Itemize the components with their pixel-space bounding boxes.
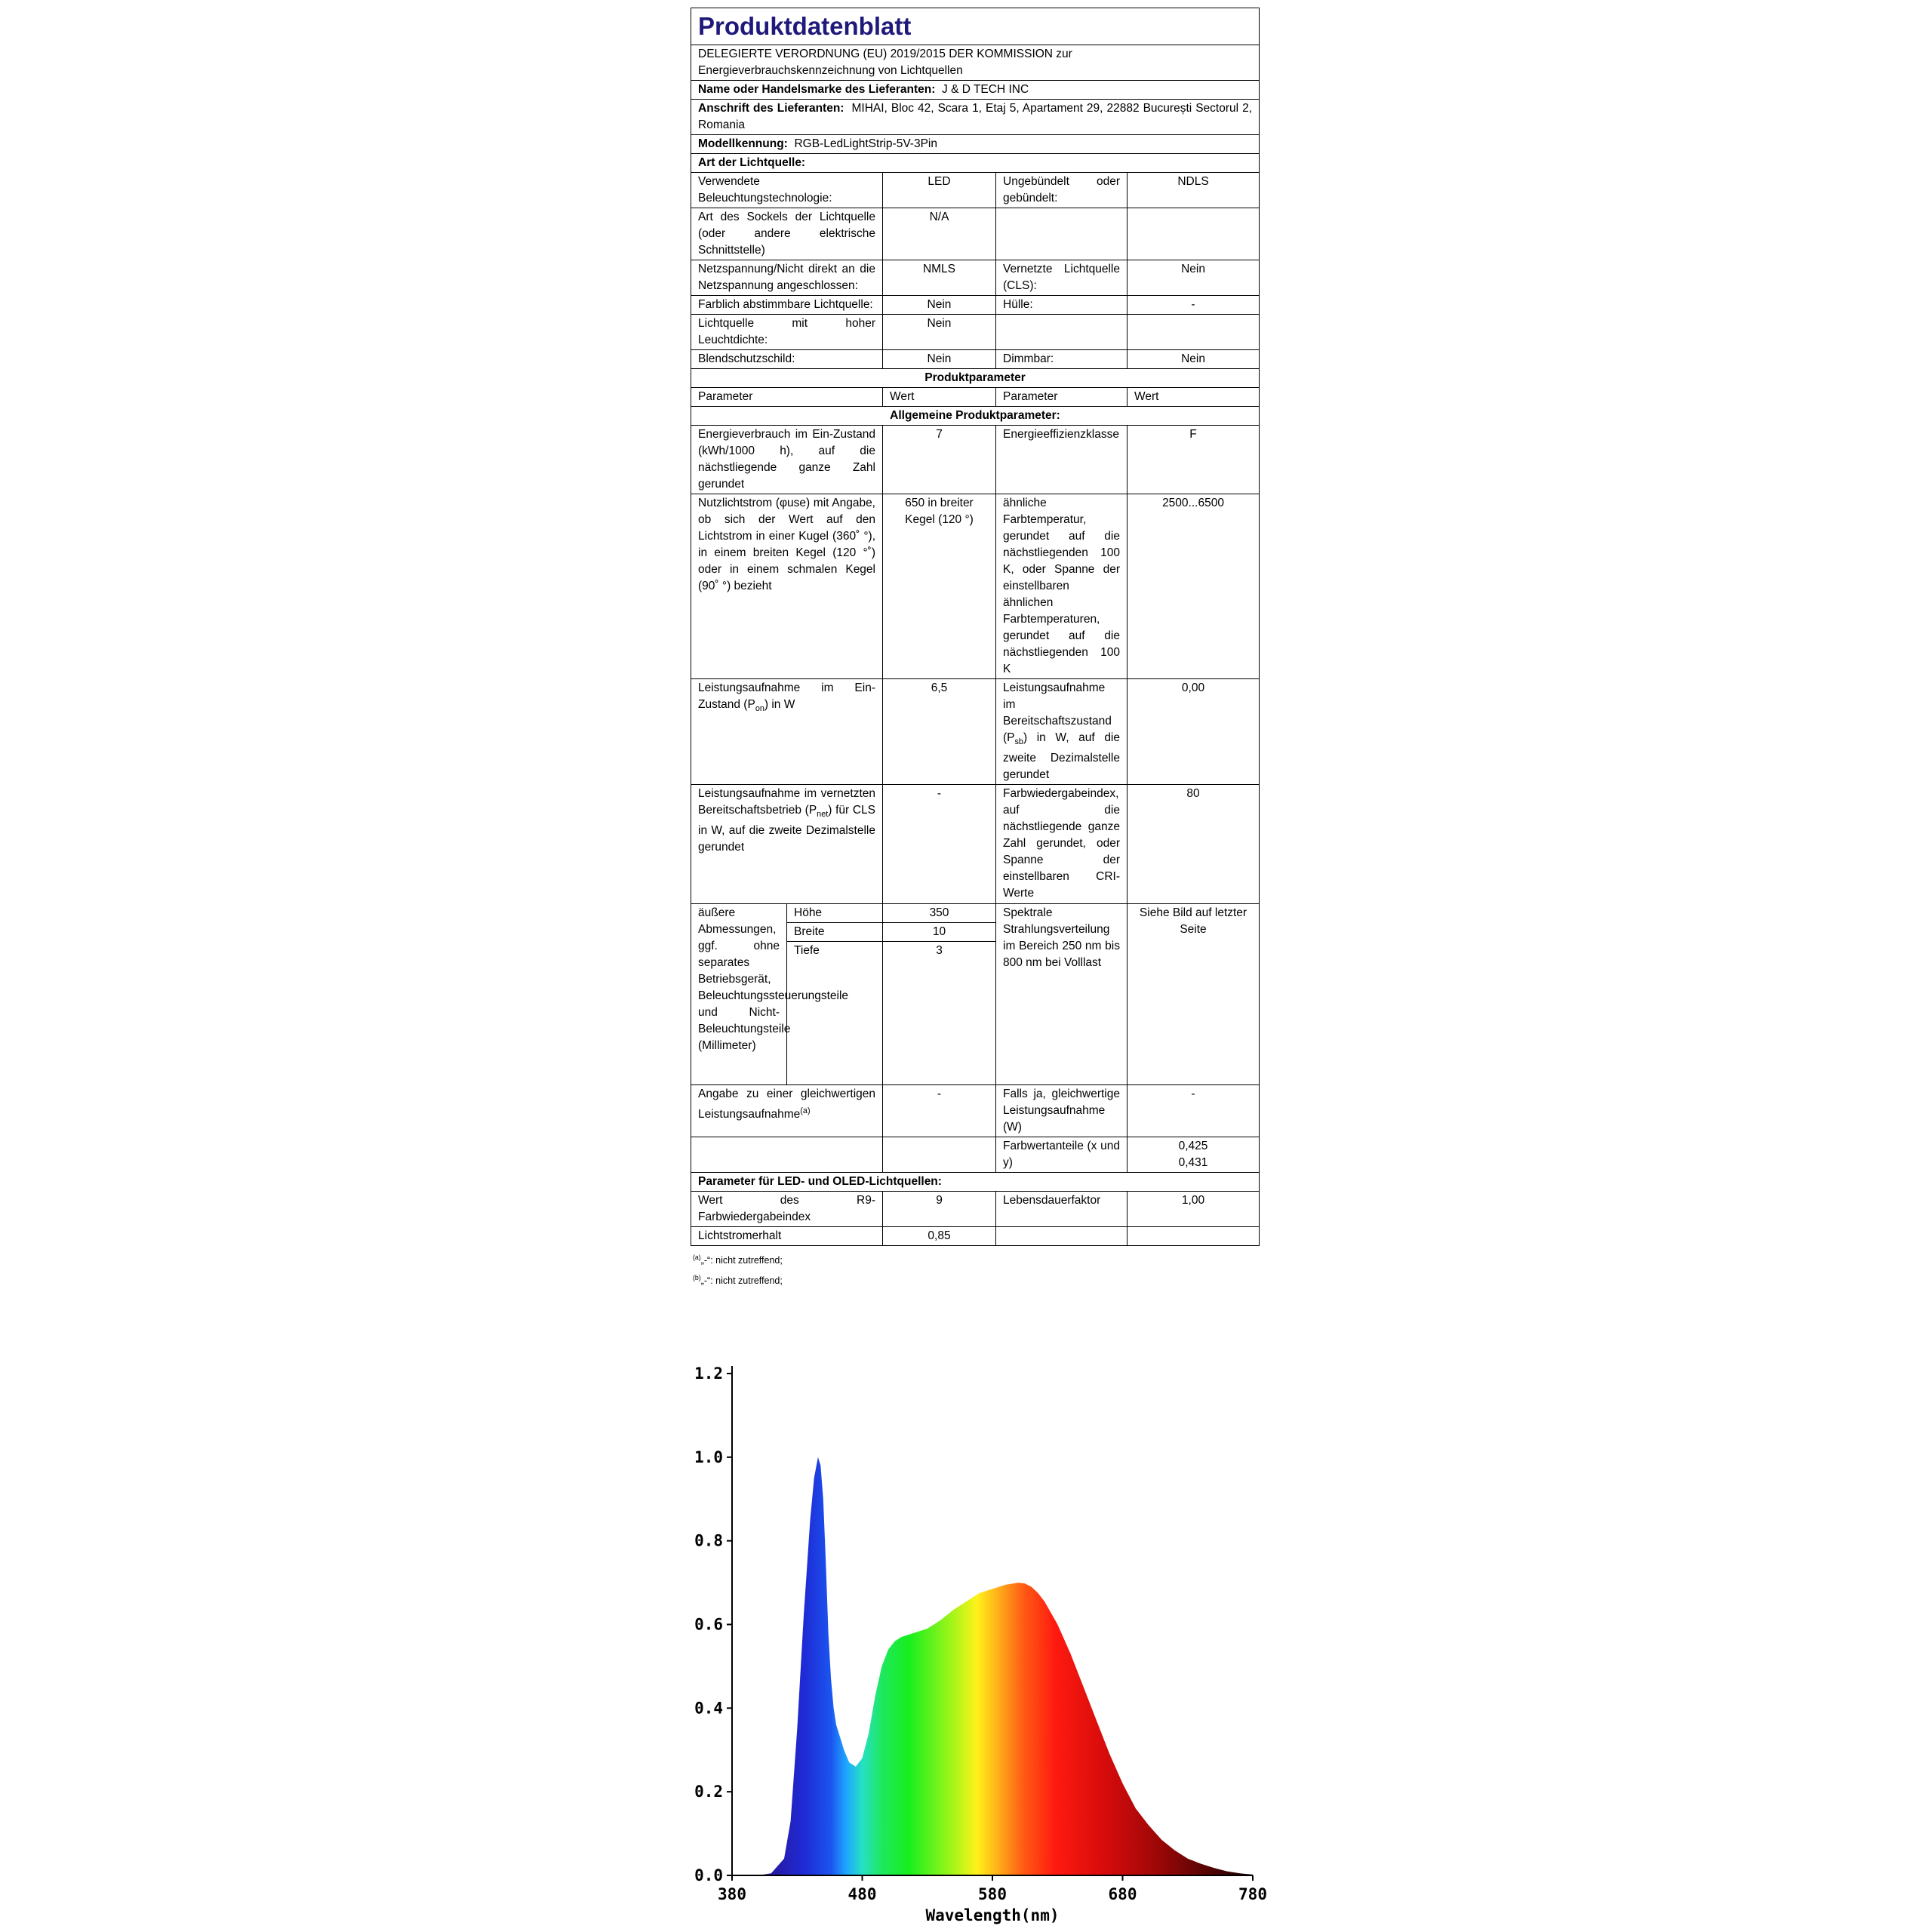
r9-label: Wert des R9-Farbwiedergabeindex (691, 1192, 883, 1227)
envelope-label: Hülle: (996, 296, 1128, 315)
cls-value: Nein (1128, 260, 1260, 296)
y-tick-label: 0.2 (694, 1783, 723, 1801)
general-params-heading-row (691, 407, 1260, 426)
dimmable-label: Dimmbar: (996, 350, 1128, 369)
spectrum-chart (679, 1355, 1275, 1928)
y-tick-label: 0.6 (694, 1615, 723, 1634)
tunable-label: Farblich abstimmbare Lichtquelle: (691, 296, 883, 315)
col-header-parameter: Parameter (691, 388, 883, 407)
light-source-heading-row (691, 154, 1260, 173)
color-temperature-label: ähnliche Farbtemperatur, gerundet auf die nächstliegenden 100 K, oder Spanne der einstellbaren ähnlichen Farbtemperaturen, gerundet auf die nächstliegenden 100 K (996, 494, 1128, 679)
equivalent-power-w-label: Falls ja, gleichwertige Leistungsaufnahme (W) (996, 1085, 1128, 1137)
depth-value: 3 (883, 942, 996, 1085)
supplier-address-row (691, 100, 1260, 135)
table-row (691, 679, 1260, 785)
chromaticity-value (1128, 1137, 1260, 1173)
efficiency-class-label: Energieeffizienzklasse (996, 426, 1128, 494)
on-mode-power-value: 6,5 (883, 679, 996, 785)
general-params-heading: Allgemeine Produktparameter: (691, 407, 1260, 426)
led-params-heading-row (691, 1173, 1260, 1192)
height-label: Höhe (787, 904, 883, 923)
col-header-parameter-2: Parameter (996, 388, 1128, 407)
x-axis-ticks (718, 1875, 1267, 1903)
networked-standby-value: - (883, 785, 996, 904)
survival-factor-value: 1,00 (1128, 1192, 1260, 1227)
anti-glare-value: Nein (883, 350, 996, 369)
supplier-name-row (691, 81, 1260, 100)
cri-label: Farbwiedergabeindex, auf die nächstliegende ganze Zahl gerundet, oder Spanne der einstellbaren CRI-Werte (996, 785, 1128, 904)
datasheet-table (691, 8, 1260, 1246)
table-row (691, 904, 1260, 923)
equivalent-power-label: Angabe zu einer gleichwertigen Leistungsaufnahme$^{(a)}$ (691, 1085, 883, 1137)
model-label: Modellkennung: (698, 137, 788, 150)
y-tick-label: 1.2 (694, 1364, 723, 1383)
table-row (691, 1227, 1260, 1246)
r9-value: 9 (883, 1192, 996, 1227)
supplier-name-label: Name oder Handelsmarke des Lieferanten: (698, 83, 936, 96)
page-title: Produktdatenblatt (691, 8, 1260, 45)
supplier-address-value: MIHAI, Bloc 42, Scara 1, Etaj 5, Apartament 29, 22882 București Sectorul 2, Romania (698, 102, 1252, 131)
table-row (691, 1137, 1260, 1173)
product-params-heading: Produktparameter (691, 369, 1260, 388)
product-params-heading-row (691, 369, 1260, 388)
table-row (691, 173, 1260, 208)
lumen-maintenance-label: Lichtstromerhalt (691, 1227, 883, 1246)
luminous-flux-value: 650 in breiter Kegel (120 °) (883, 494, 996, 679)
table-row (691, 208, 1260, 260)
footnote-b: $^{(b)}$„-“: nicht zutreffend; (693, 1274, 783, 1287)
energy-consumption-label: Energieverbrauch im Ein-Zustand (kWh/1000 h), auf die nächstliegende ganze Zahl gerundet (691, 426, 883, 494)
anti-glare-label: Blendschutzschild: (691, 350, 883, 369)
networked-standby-label: Leistungsaufnahme im vernetzten Bereitschaftsbetrieb $(P_{net})$ für CLS in W, auf die zweite Dezimalstelle gerundet (691, 785, 883, 904)
x-tick-label: 380 (718, 1885, 746, 1903)
x-tick-label: 580 (978, 1885, 1007, 1903)
color-temperature-value: 2500...6500 (1128, 494, 1260, 679)
equivalent-power-value: - (883, 1085, 996, 1137)
y-tick-label: 0.0 (694, 1866, 723, 1884)
energy-consumption-value: 7 (883, 426, 996, 494)
y-tick-label: 1.0 (694, 1447, 723, 1466)
cls-label: Vernetzte Lichtquelle (CLS): (996, 260, 1128, 296)
tunable-value: Nein (883, 296, 996, 315)
table-row (691, 296, 1260, 315)
mains-label: Netzspannung/Nicht direkt an die Netzspannung angeschlossen: (691, 260, 883, 296)
technology-value: LED (883, 173, 996, 208)
model-row (691, 135, 1260, 154)
envelope-value: - (1128, 296, 1260, 315)
table-row (691, 1085, 1260, 1137)
plot-area (732, 1366, 1253, 1875)
title-row (691, 8, 1260, 45)
chromaticity-x: 0,425 (1178, 1140, 1208, 1153)
cri-value: 80 (1128, 785, 1260, 904)
dimmable-value: Nein (1128, 350, 1260, 369)
x-tick-label: 680 (1108, 1885, 1137, 1903)
efficiency-class-value: F (1128, 426, 1260, 494)
supplier-name-value: J & D TECH INC (942, 83, 1029, 96)
lumen-maintenance-value: 0,85 (883, 1227, 996, 1246)
spectral-curve (732, 1457, 1253, 1875)
height-value: 350 (883, 904, 996, 923)
light-source-heading: Art der Lichtquelle: (691, 154, 1260, 173)
table-row (691, 350, 1260, 369)
col-header-value: Wert (883, 388, 996, 407)
y-axis-ticks (694, 1364, 732, 1884)
spectral-distribution-label: Spektrale Strahlungsverteilung im Bereich 250 nm bis 800 nm bei Volllast (996, 904, 1128, 1085)
model-value: RGB-LedLightStrip-5V-3Pin (794, 137, 937, 150)
directional-value: NDLS (1128, 173, 1260, 208)
footnote-a: $^{(a)}$„-“: nicht zutreffend; (693, 1254, 783, 1266)
col-header-value-2: Wert (1128, 388, 1260, 407)
y-tick-label: 0.8 (694, 1531, 723, 1550)
standby-power-label: Leistungsaufnahme im Bereitschaftszustand $(P_{sb})$ in W, auf die zweite Dezimalstelle gerundet (996, 679, 1128, 785)
luminous-flux-label: Nutzlichtstrom (φuse) mit Angabe, ob sich der Wert auf den Lichtstrom in einer Kugel (360˚ °), in einem breiten Kegel (120 °˚) oder in einem schmalen Kegel (90˚ °) bezieht (691, 494, 883, 679)
spectral-distribution-value: Siehe Bild auf letzter Seite (1128, 904, 1260, 1085)
directional-label: Ungebündelt oder gebündelt: (996, 173, 1128, 208)
cap-type-label: Art des Sockels der Lichtquelle (oder andere elektrische Schnittstelle) (691, 208, 883, 260)
on-mode-power-label: Leistungsaufnahme im Ein-Zustand $(P_{on})$ in W (691, 679, 883, 785)
table-row (691, 426, 1260, 494)
width-label: Breite (787, 923, 883, 942)
survival-factor-label: Lebensdauerfaktor (996, 1192, 1128, 1227)
y-tick-label: 0.4 (694, 1699, 723, 1718)
mains-value: NMLS (883, 260, 996, 296)
depth-label: Tiefe (787, 942, 883, 1085)
table-row (691, 260, 1260, 296)
subtitle-row (691, 45, 1260, 81)
table-row (691, 315, 1260, 350)
table-row (691, 1192, 1260, 1227)
high-luminance-label: Lichtquelle mit hoher Leuchtdichte: (691, 315, 883, 350)
dimensions-label: äußere Abmessungen, ggf. ohne separates Betriebsgerät, Beleuchtungssteuerungsteile und Nicht-Beleuchtungsteile (Millimeter) (691, 904, 787, 1085)
technology-label: Verwendete Beleuchtungstechnologie: (691, 173, 883, 208)
x-tick-label: 480 (848, 1885, 877, 1903)
footnotes (691, 1249, 1259, 1290)
high-luminance-value: Nein (883, 315, 996, 350)
datasheet (691, 8, 1259, 1290)
table-row (691, 494, 1260, 679)
column-header-row (691, 388, 1260, 407)
width-value: 10 (883, 923, 996, 942)
table-row (691, 785, 1260, 904)
equivalent-power-w-value: - (1128, 1085, 1260, 1137)
led-params-heading: Parameter für LED- und OLED-Lichtquellen: (691, 1173, 1260, 1192)
standby-power-value: 0,00 (1128, 679, 1260, 785)
regulation-subtitle: DELEGIERTE VERORDNUNG (EU) 2019/2015 DER KOMMISSION zur Energieverbrauchskennzeichnung von Lichtquellen (691, 45, 1260, 81)
x-tick-label: 780 (1238, 1885, 1267, 1903)
chromaticity-label: Farbwertanteile (x und y) (996, 1137, 1128, 1173)
supplier-address-label: Anschrift des Lieferanten: (698, 102, 844, 115)
x-axis-label: Wavelength(nm) (925, 1906, 1060, 1924)
chromaticity-y: 0,431 (1178, 1156, 1208, 1170)
cap-type-value: N/A (883, 208, 996, 260)
